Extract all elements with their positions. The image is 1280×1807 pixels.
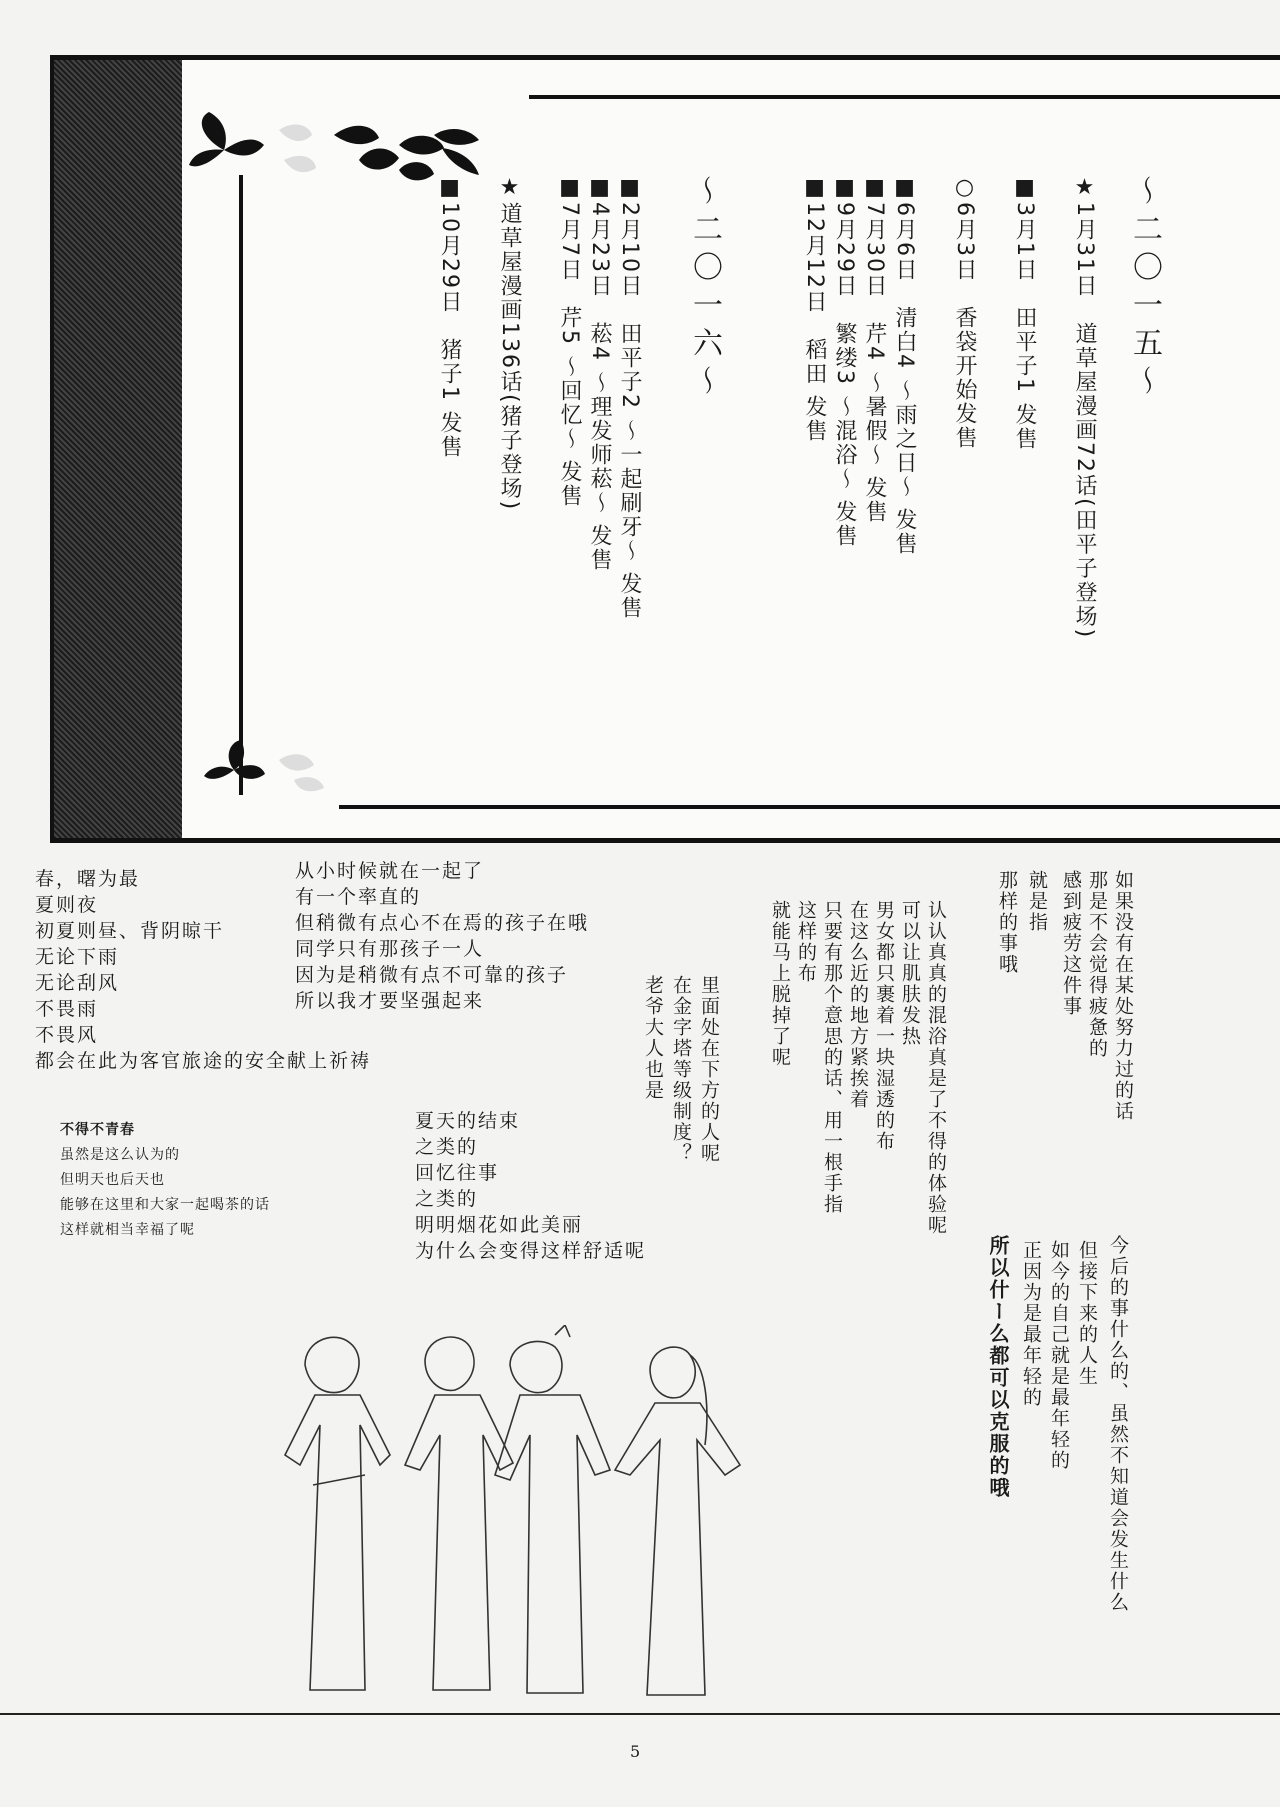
poem-future-bold: 所以什ー么都可以克服的哦 (986, 1235, 1010, 1499)
poem-spring: 春，曙为最 夏则夜 初夏则昼、背阴晾干 无论下雨 无论刮风 不畏雨 不畏风 都会在此为客官旅途的安全献上祈祷 (35, 868, 372, 1072)
entry-2015-4: ■6月6日 清白4 ～雨之日～ 发售 (892, 175, 917, 556)
poem-grandpa-3: 里面处在下方的人呢 (698, 975, 720, 1164)
poem-bath-4: 在这么近的地方紧挨着 (847, 900, 869, 1110)
hatched-border (54, 60, 182, 838)
poem-bath-5: 只要有那个意思的话、用一根手指 (821, 900, 843, 1215)
entry-2015-3: ○6月3日 香袋开始发售 (952, 175, 977, 450)
frame-divider-top (529, 95, 1280, 99)
poem-summer: 夏天的结束 之类的 回忆往事 之类的 明明烟花如此美丽 为什么会变得这样舒适呢 (415, 1110, 647, 1262)
entry-2016-5: ■10月29日 猪子1 发售 (437, 175, 462, 459)
poem-future-4: 正因为是最年轻的 (1020, 1240, 1042, 1408)
poem-bath-3: 男女都只裹着一块湿透的布 (873, 900, 895, 1152)
poem-future-2: 但接下来的人生 (1076, 1240, 1098, 1387)
poem-future-3: 如今的自己就是最年轻的 (1048, 1240, 1070, 1471)
year-2016-heading: ～二〇一六～ (687, 175, 722, 403)
poem-bath-6: 这样的布 (795, 900, 817, 984)
poem-grandpa-1: 老爷大人也是 (642, 975, 664, 1101)
poem-effort-1: 如果没有在某处努力过的话 (1112, 870, 1134, 1122)
poem-effort-3: 感到疲劳这件事 (1060, 870, 1082, 1017)
entry-2015-2: ■3月1日 田平子1 发售 (1012, 175, 1037, 451)
entry-2016-3: ■7月7日 芹5 ～回忆～ 发售 (557, 175, 582, 508)
entry-2016-4: ★道草屋漫画136话(猪子登场) (497, 175, 522, 512)
poem-bath-1: 认认真真的混浴真是了不得的体验呢 (925, 900, 947, 1236)
poem-youth: 不得不青春 虽然是这么认为的 但明天也后天也 能够在这里和大家一起喝茶的话 这样就相当幸福了呢 (60, 1118, 270, 1243)
leaf-ornament-icon (184, 90, 514, 210)
frame-divider-vertical (239, 175, 243, 795)
entry-2016-2: ■4月23日 菘4 ～理发师菘～ 发售 (587, 175, 612, 572)
entry-2015-6: ■9月29日 繁缕3 ～混浴～ 发售 (832, 175, 857, 548)
poem-effort-5: 那样的事哦 (996, 870, 1018, 975)
frame-divider-bottom (339, 805, 1280, 809)
poem-grandpa-2: 在金字塔等级制度？ (670, 975, 692, 1164)
entry-2016-1: ■2月10日 田平子2 ～一起刷牙～ 发售 (617, 175, 642, 620)
poem-effort-4: 就是指 (1026, 870, 1048, 933)
kimono-girls-illustration (265, 1325, 765, 1710)
entry-2015-1: ★1月31日 道草屋漫画72话(田平子登场) (1072, 175, 1097, 640)
poem-effort-2: 那是不会觉得疲惫的 (1086, 870, 1108, 1059)
poem-childhood: 从小时候就在一起了 有一个率直的 但稍微有点心不在焉的孩子在哦 同学只有那孩子一人 因为是稍微有点不可靠的孩子 所以我才要坚强起来 (295, 860, 590, 1012)
page-number: 5 (630, 1742, 641, 1761)
poem-youth-title: 不得不青春 (60, 1122, 135, 1138)
entry-2015-5: ■7月30日 芹4 ～暑假～ 发售 (862, 175, 887, 524)
poem-future-1: 今后的事什么的、虽然不知道会发生什么 (1107, 1235, 1129, 1613)
entry-2015-7: ■12月12日 稻田 发售 (802, 175, 827, 443)
page-bottom-rule (0, 1713, 1280, 1715)
poem-bath-2: 可以让肌肤发热 (899, 900, 921, 1047)
year-2015-heading: ～二〇一五～ (1127, 175, 1162, 403)
leaf-ornament-bottom-icon (199, 730, 339, 800)
poem-bath-7: 就能马上脱掉了呢 (769, 900, 791, 1068)
